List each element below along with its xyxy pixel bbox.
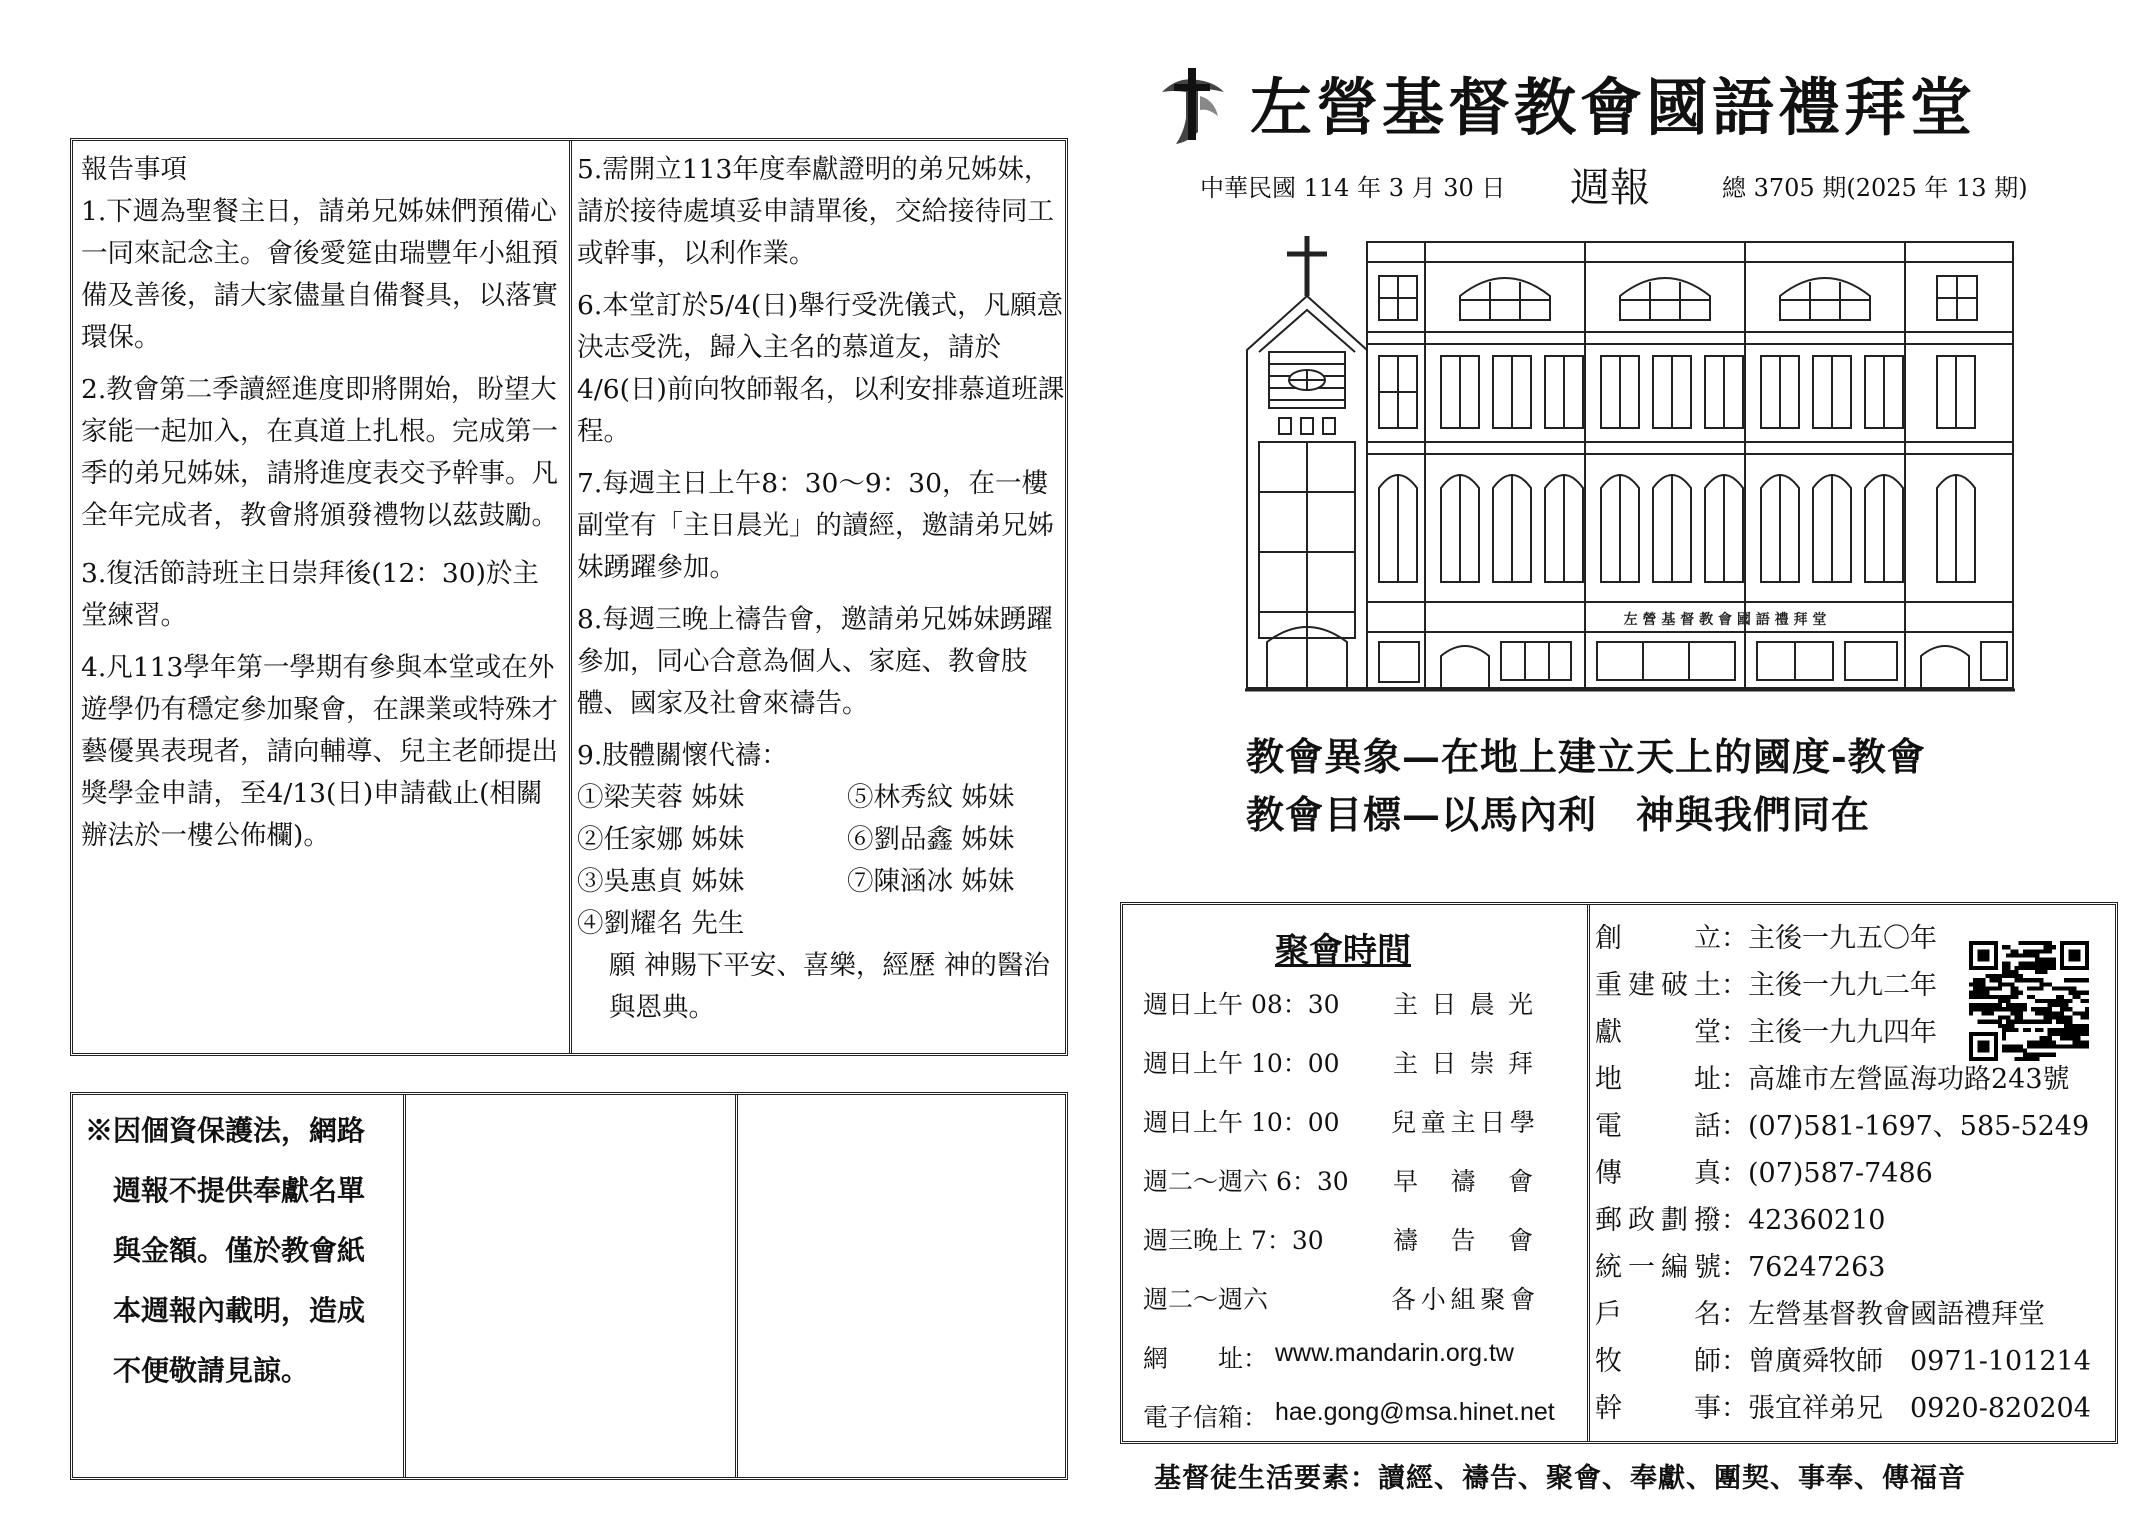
prayer-name: ③吳惠貞 姊妹 (577, 866, 745, 897)
info-value: 高雄市左營區海功路243號 (1748, 1064, 2070, 1095)
announcements-left-column (81, 149, 565, 857)
announcements-heading: 報告事項 (81, 154, 187, 185)
info-value: 42360210 (1748, 1205, 1886, 1236)
announcement-item: 3.復活節詩班主日崇拜後(12：30)於主堂練習。 (81, 558, 539, 631)
announcement-item: 5.需開立113年度奉獻證明的弟兄姊妹，請於接待處填妥申請單後，交給接待同工或幹事，以利作業。 (577, 154, 1054, 269)
info-value: (07)581-1697、585-5249 (1748, 1111, 2090, 1142)
meeting-name: 主日崇拜 (1393, 1049, 1533, 1078)
info-row: 牧師 ： 曾廣舜牧師 0971-101214 (1595, 1338, 2091, 1385)
church-logo-icon (1158, 62, 1228, 146)
info-row: 獻堂 ： 主後一九九四年 (1595, 1009, 2091, 1056)
announcement-item: 8.每週三晚上禱告會，邀請弟兄姊妹踴躍參加，同心合意為個人、家庭、教會肢體、國家及社會來禱告。 (577, 604, 1053, 719)
info-label: 統一編號 (1595, 1252, 1721, 1283)
prayer-name: ①梁芙蓉 姊妹 (577, 782, 745, 813)
prayer-name: ②任家娜 姊妹 (577, 824, 745, 855)
meeting-time: 週日上午 08：30 (1143, 990, 1340, 1019)
info-value: 主後一九九二年 (1748, 970, 1937, 1001)
prayer-heading: 9.肢體關懷代禱： (577, 740, 788, 771)
meeting-name: 主日晨光 (1393, 990, 1533, 1019)
info-label: 電話 (1595, 1111, 1721, 1142)
church-title: 左營基督教會國語禮拜堂 (1250, 71, 1977, 144)
meeting-times-title: 聚會時間 (1275, 931, 1411, 971)
prayer-name: ⑥劉品鑫 姊妹 (847, 824, 1015, 855)
info-label: 牧師 (1595, 1346, 1721, 1377)
info-row: 重建破土 ： 主後一九九二年 (1595, 962, 2091, 1009)
info-value: 張宜祥弟兄 0920-820204 (1748, 1393, 2091, 1424)
meeting-time: 週二～週六 (1143, 1285, 1269, 1314)
church-building-illustration (1245, 232, 2015, 694)
info-row: 郵政劃撥 ： 42360210 (1595, 1197, 2091, 1244)
info-label: 幹事 (1595, 1393, 1721, 1424)
info-label: 地址 (1595, 1064, 1721, 1095)
announcement-item: 6.本堂訂於5/4(日)舉行受洗儀式，凡願意決志受洗，歸入主名的慕道友，請於4/6(日)前向牧師報名，以利安排慕道班課程。 (577, 290, 1065, 447)
info-row: 傳真 ： (07)587-7486 (1595, 1150, 2091, 1197)
vision-line: 教會異象—在地上建立天上的國度-教會 (1246, 734, 1926, 779)
column-divider (735, 1095, 738, 1477)
prayer-row (577, 861, 1065, 903)
privacy-line: 與金額。僅於教會紙 (113, 1234, 366, 1267)
info-row: 統一編號 ： 76247263 (1595, 1244, 2091, 1291)
info-label: 重建破土 (1595, 970, 1721, 1001)
christian-life-elements: 基督徒生活要素：讀經、禱告、聚會、奉獻、團契、事奉、傳福音 (1154, 1463, 1966, 1494)
info-value: 主後一九九四年 (1748, 1017, 1937, 1048)
qr-code-icon[interactable] (1969, 941, 2089, 1061)
info-row: 電話 ： (07)581-1697、585-5249 (1595, 1103, 2091, 1150)
privacy-notice (85, 1101, 405, 1401)
info-value: (07)587-7486 (1748, 1158, 1933, 1189)
issue-number: 總 3705 期(2025 年 13 期) (1722, 174, 2028, 202)
prayer-name: ④劉耀名 先生 (577, 908, 745, 939)
meeting-name: 兒童主日學 (1391, 1108, 1535, 1137)
issue-date: 中華民國 114 年 3 月 30 日 (1200, 174, 1506, 202)
website-label: 網 址： (1143, 1344, 1269, 1373)
info-value: 76247263 (1748, 1252, 1886, 1283)
info-value: 曾廣舜牧師 0971-101214 (1748, 1346, 2091, 1377)
privacy-notice-box (70, 1092, 1068, 1480)
announcement-item: 2.教會第二季讀經進度即將開始，盼望大家能一起加入，在真道上扎根。完成第一季的弟兄姊妹，請將進度表交予幹事。凡全年完成者，教會將頒發禮物以茲鼓勵。 (81, 374, 558, 531)
column-divider (569, 141, 572, 1053)
meeting-time: 週日上午 10：00 (1143, 1049, 1340, 1078)
announcements-right-column (577, 149, 1065, 1029)
meeting-name: 禱告會 (1393, 1226, 1533, 1255)
info-value: 主後一九五〇年 (1748, 923, 1937, 954)
meeting-time: 週三晚上 7：30 (1143, 1226, 1324, 1255)
info-box (1120, 902, 2118, 1444)
info-label: 獻堂 (1595, 1017, 1721, 1048)
info-label: 戶名 (1595, 1299, 1721, 1330)
prayer-row (577, 903, 1065, 945)
privacy-line: 不便敬請見諒。 (113, 1354, 310, 1387)
building-sign: 左 營 基 督 教 會 國 語 禮 拜 堂 (1623, 612, 1827, 628)
info-row: 創立 ： 主後一九五〇年 (1595, 915, 2091, 962)
meeting-time: 週二～週六 6：30 (1143, 1167, 1349, 1196)
info-row: 戶名 ： 左營基督教會國語禮拜堂 (1595, 1291, 2091, 1338)
prayer-row (577, 819, 1065, 861)
announcements-box (70, 138, 1068, 1056)
column-divider (1587, 905, 1590, 1441)
privacy-line: 本週報內載明，造成 (113, 1294, 366, 1327)
privacy-line: 週報不提供奉獻名單 (113, 1174, 366, 1207)
info-label: 傳真 (1595, 1158, 1721, 1189)
info-label: 創立 (1595, 923, 1721, 954)
meeting-time: 週日上午 10：00 (1143, 1108, 1340, 1137)
info-row: 地址 ： 高雄市左營區海功路243號 (1595, 1056, 2091, 1103)
announcement-item: 7.每週主日上午8：30～9：30，在一樓副堂有「主日晨光」的讀經，邀請弟兄姊妹踴躍參加。 (577, 468, 1054, 583)
info-row: 幹事 ： 張宜祥弟兄 0920-820204 (1595, 1385, 2091, 1432)
prayer-name: ⑦陳涵冰 姊妹 (847, 866, 1015, 897)
info-value: 左營基督教會國語禮拜堂 (1748, 1299, 2045, 1330)
meeting-name: 早禱會 (1393, 1167, 1533, 1196)
email-link[interactable]: hae.gong@msa.hinet.net (1275, 1398, 1555, 1426)
announcement-item: 4.凡113學年第一學期有參與本堂或在外遊學仍有穩定參加聚會，在課業或特殊才藝優異表現者，請向輔導、兒主老師提出獎學金申請，至4/13(日)申請截止(相關辦法於一樓公佈欄)。 (81, 652, 558, 851)
meeting-name: 各小組聚會 (1391, 1285, 1535, 1314)
info-label: 郵政劃撥 (1595, 1205, 1721, 1236)
bulletin-label: 週報 (1570, 165, 1650, 211)
website-link[interactable]: www.mandarin.org.tw (1275, 1339, 1514, 1367)
prayer-name: ⑤林秀紋 姊妹 (847, 782, 1015, 813)
announcement-item: 1.下週為聖餐主日，請弟兄姊妹們預備心一同來記念主。會後愛筵由瑞豐年小組預備及善後，請大家儘量自備餐具，以落實環保。 (81, 196, 558, 353)
prayer-blessing: 願 神賜下平安、喜樂，經歷 神的醫治與恩典。 (609, 950, 1050, 1023)
email-label: 電子信箱： (1143, 1403, 1269, 1432)
church-vision (1246, 728, 1926, 844)
prayer-row (577, 777, 1065, 819)
goal-line: 教會目標—以馬內利 神與我們同在 (1246, 792, 1871, 837)
privacy-line: ※因個資保護法，網路 (85, 1114, 366, 1147)
